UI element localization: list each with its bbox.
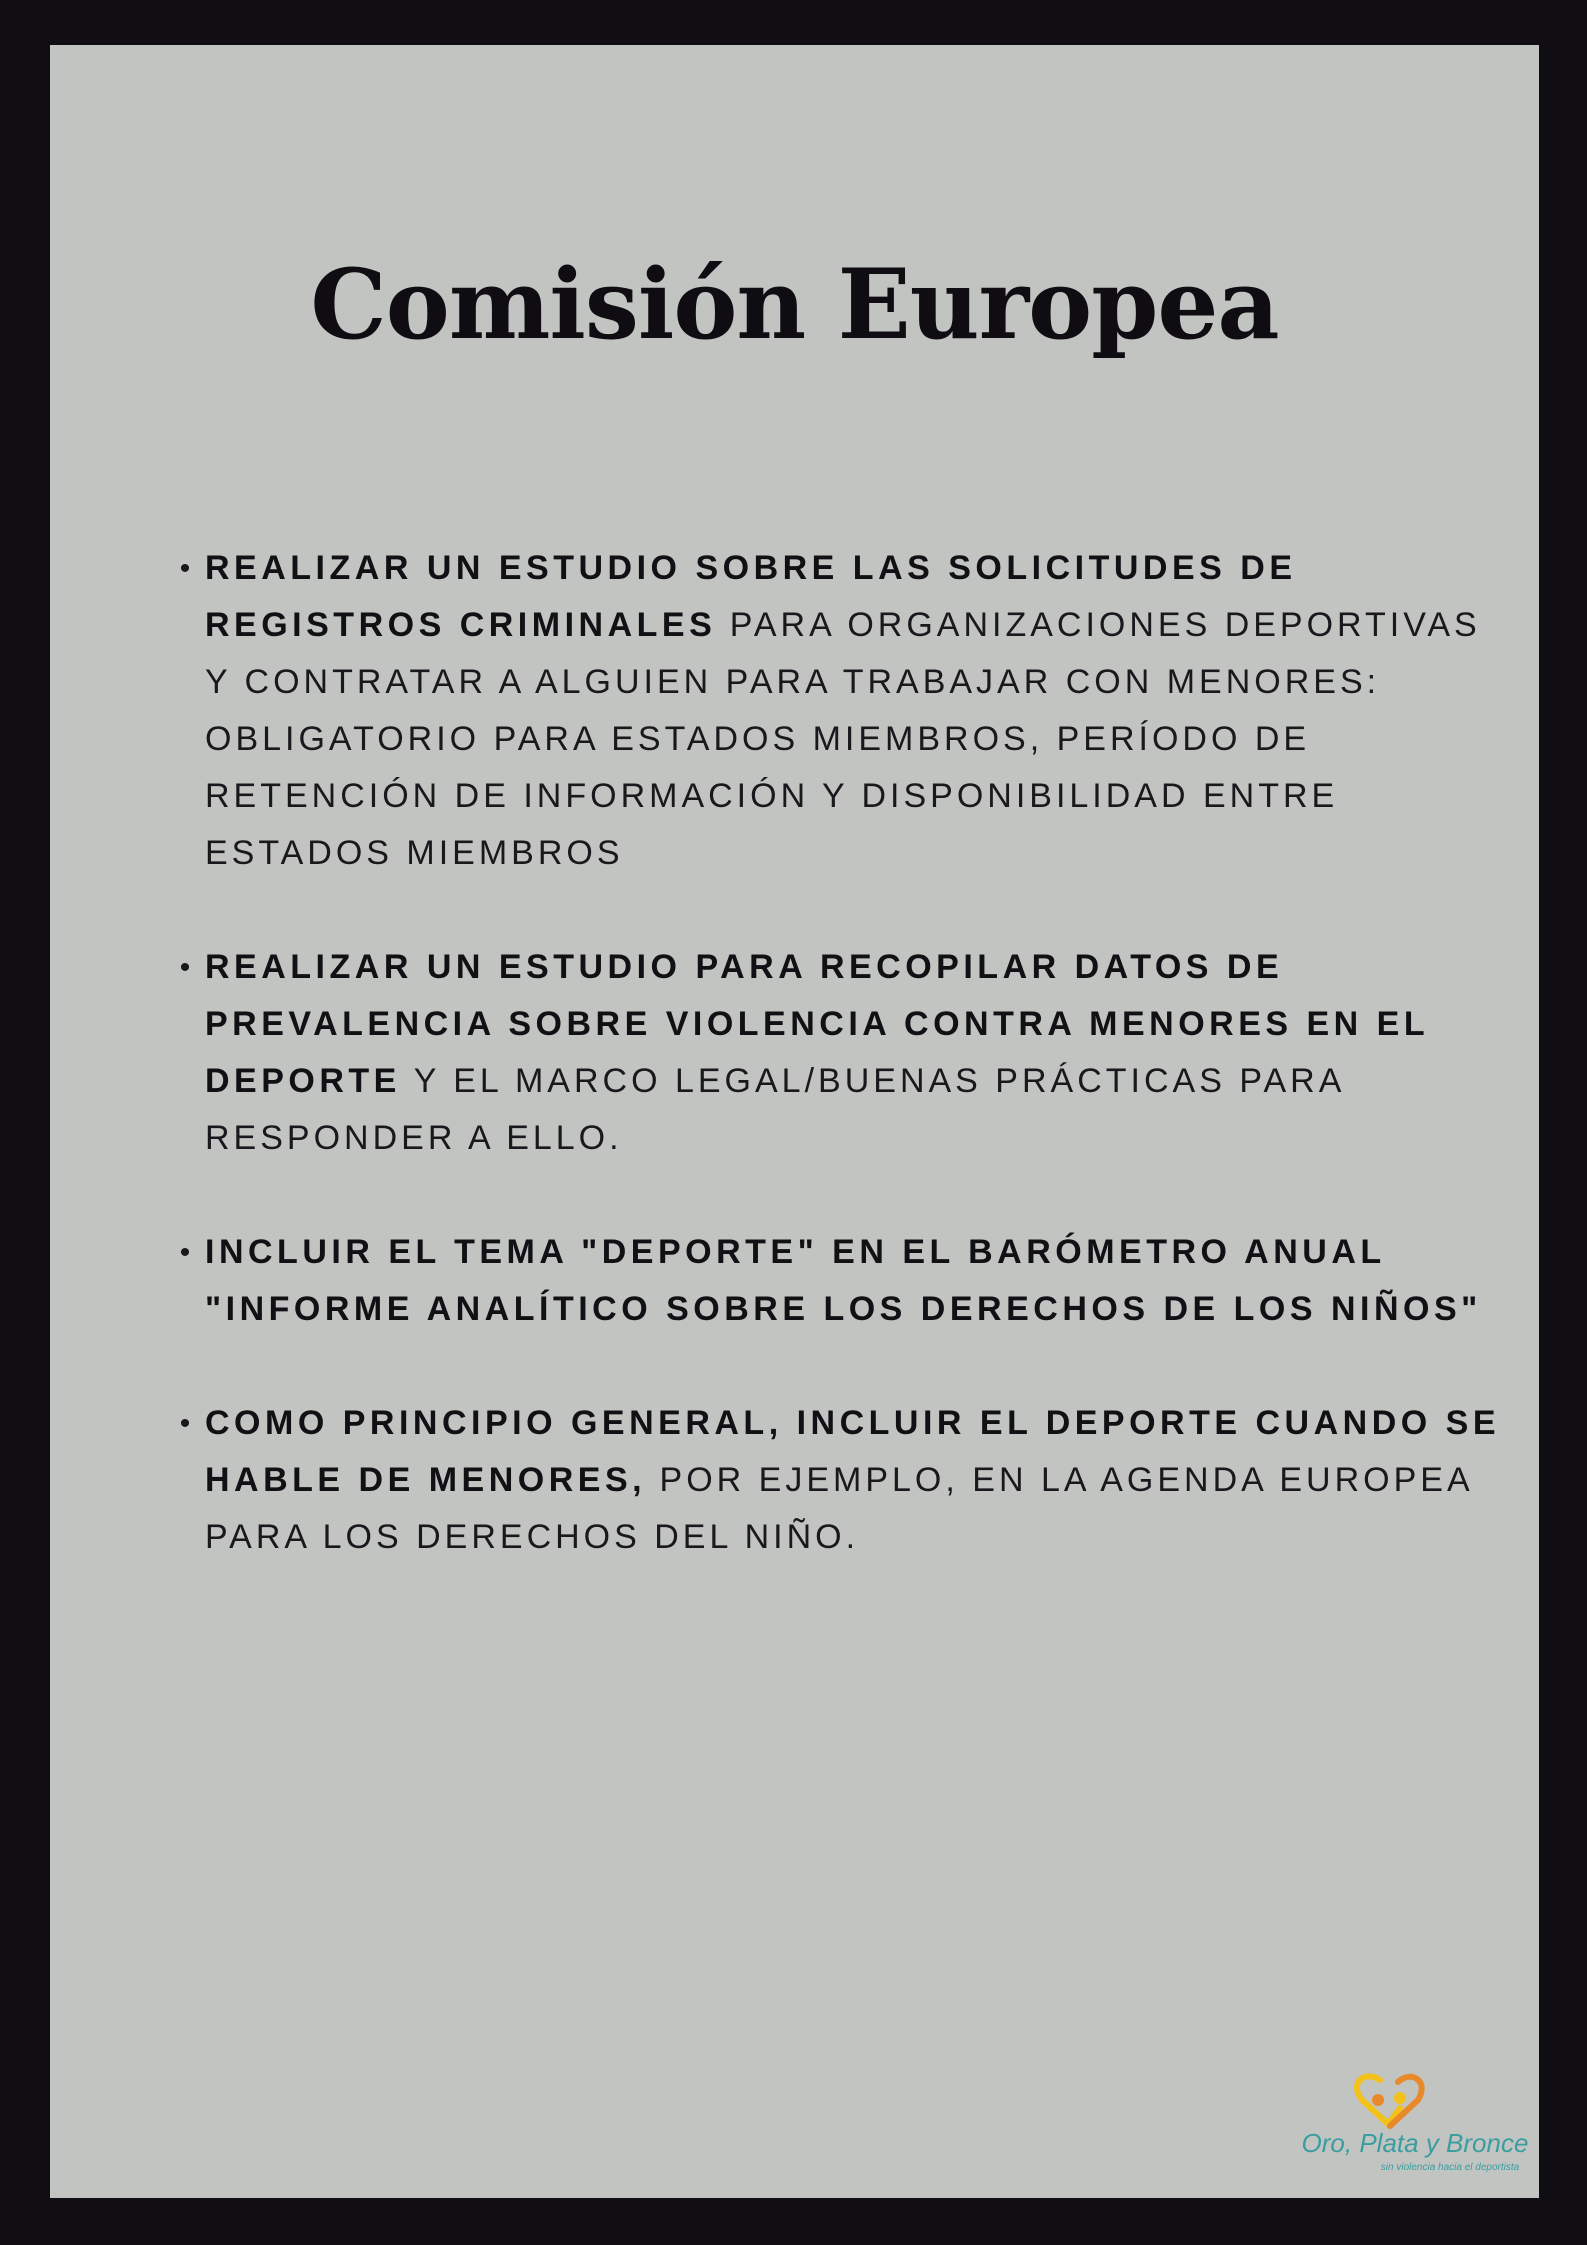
bullet-regular-text: Y EL MARCO LEGAL/BUENAS PRÁCTICAS PARA RESPONDER A ELLO. xyxy=(205,1062,1344,1157)
bullet-bold-text: INCLUIR EL TEMA "DEPORTE" EN EL BARÓMETRO ANUAL "INFORME ANALÍTICO SOBRE LOS DERECHOS DE LOS NIÑOS" xyxy=(205,1233,1482,1328)
bullet-dot-icon: • xyxy=(179,1236,195,1269)
logo xyxy=(1250,2070,1580,2180)
bullet-regular-text: PARA ORGANIZACIONES DEPORTIVAS Y CONTRATAR A ALGUIEN PARA TRABAJAR CON MENORES: OBLIGATORIO PARA ESTADOS MIEMBROS, PERÍODO DE RETENCIÓN DE INFORMACIÓN Y DISPONIBILIDAD ENTRE ESTADOS MIEMBROS xyxy=(205,606,1481,872)
list-item xyxy=(179,1395,1505,1566)
bullet-bold-text: REALIZAR UN ESTUDIO SOBRE LAS SOLICITUDES DE REGISTROS CRIMINALES xyxy=(205,549,1297,644)
logo-tagline: sin violencia hacia el deportista xyxy=(1380,2162,1520,2173)
bullet-dot-icon: • xyxy=(179,1407,195,1440)
logo-name: Oro, Plata y Bronce xyxy=(1301,2128,1529,2158)
bullet-list xyxy=(179,540,1505,1623)
bullet-dot-icon: • xyxy=(179,552,195,585)
list-item xyxy=(179,939,1505,1167)
bullet-bold-text: REALIZAR UN ESTUDIO PARA RECOPILAR DATOS DE PREVALENCIA SOBRE VIOLENCIA CONTRA MENORES EN EL DEPORTE xyxy=(205,948,1429,1100)
document-page xyxy=(50,45,1539,2198)
heart-logo-icon xyxy=(1357,2076,1422,2126)
list-item xyxy=(179,540,1505,882)
page-title: Comisión Europea xyxy=(310,248,1279,361)
bullet-regular-text: POR EJEMPLO, EN LA AGENDA EUROPEA PARA LOS DERECHOS DEL NIÑO. xyxy=(205,1461,1472,1556)
bullet-dot-icon: • xyxy=(179,951,195,984)
bullet-bold-text: COMO PRINCIPIO GENERAL, INCLUIR EL DEPORTE CUANDO SE HABLE DE MENORES, xyxy=(205,1404,1501,1499)
list-item xyxy=(179,1224,1505,1338)
